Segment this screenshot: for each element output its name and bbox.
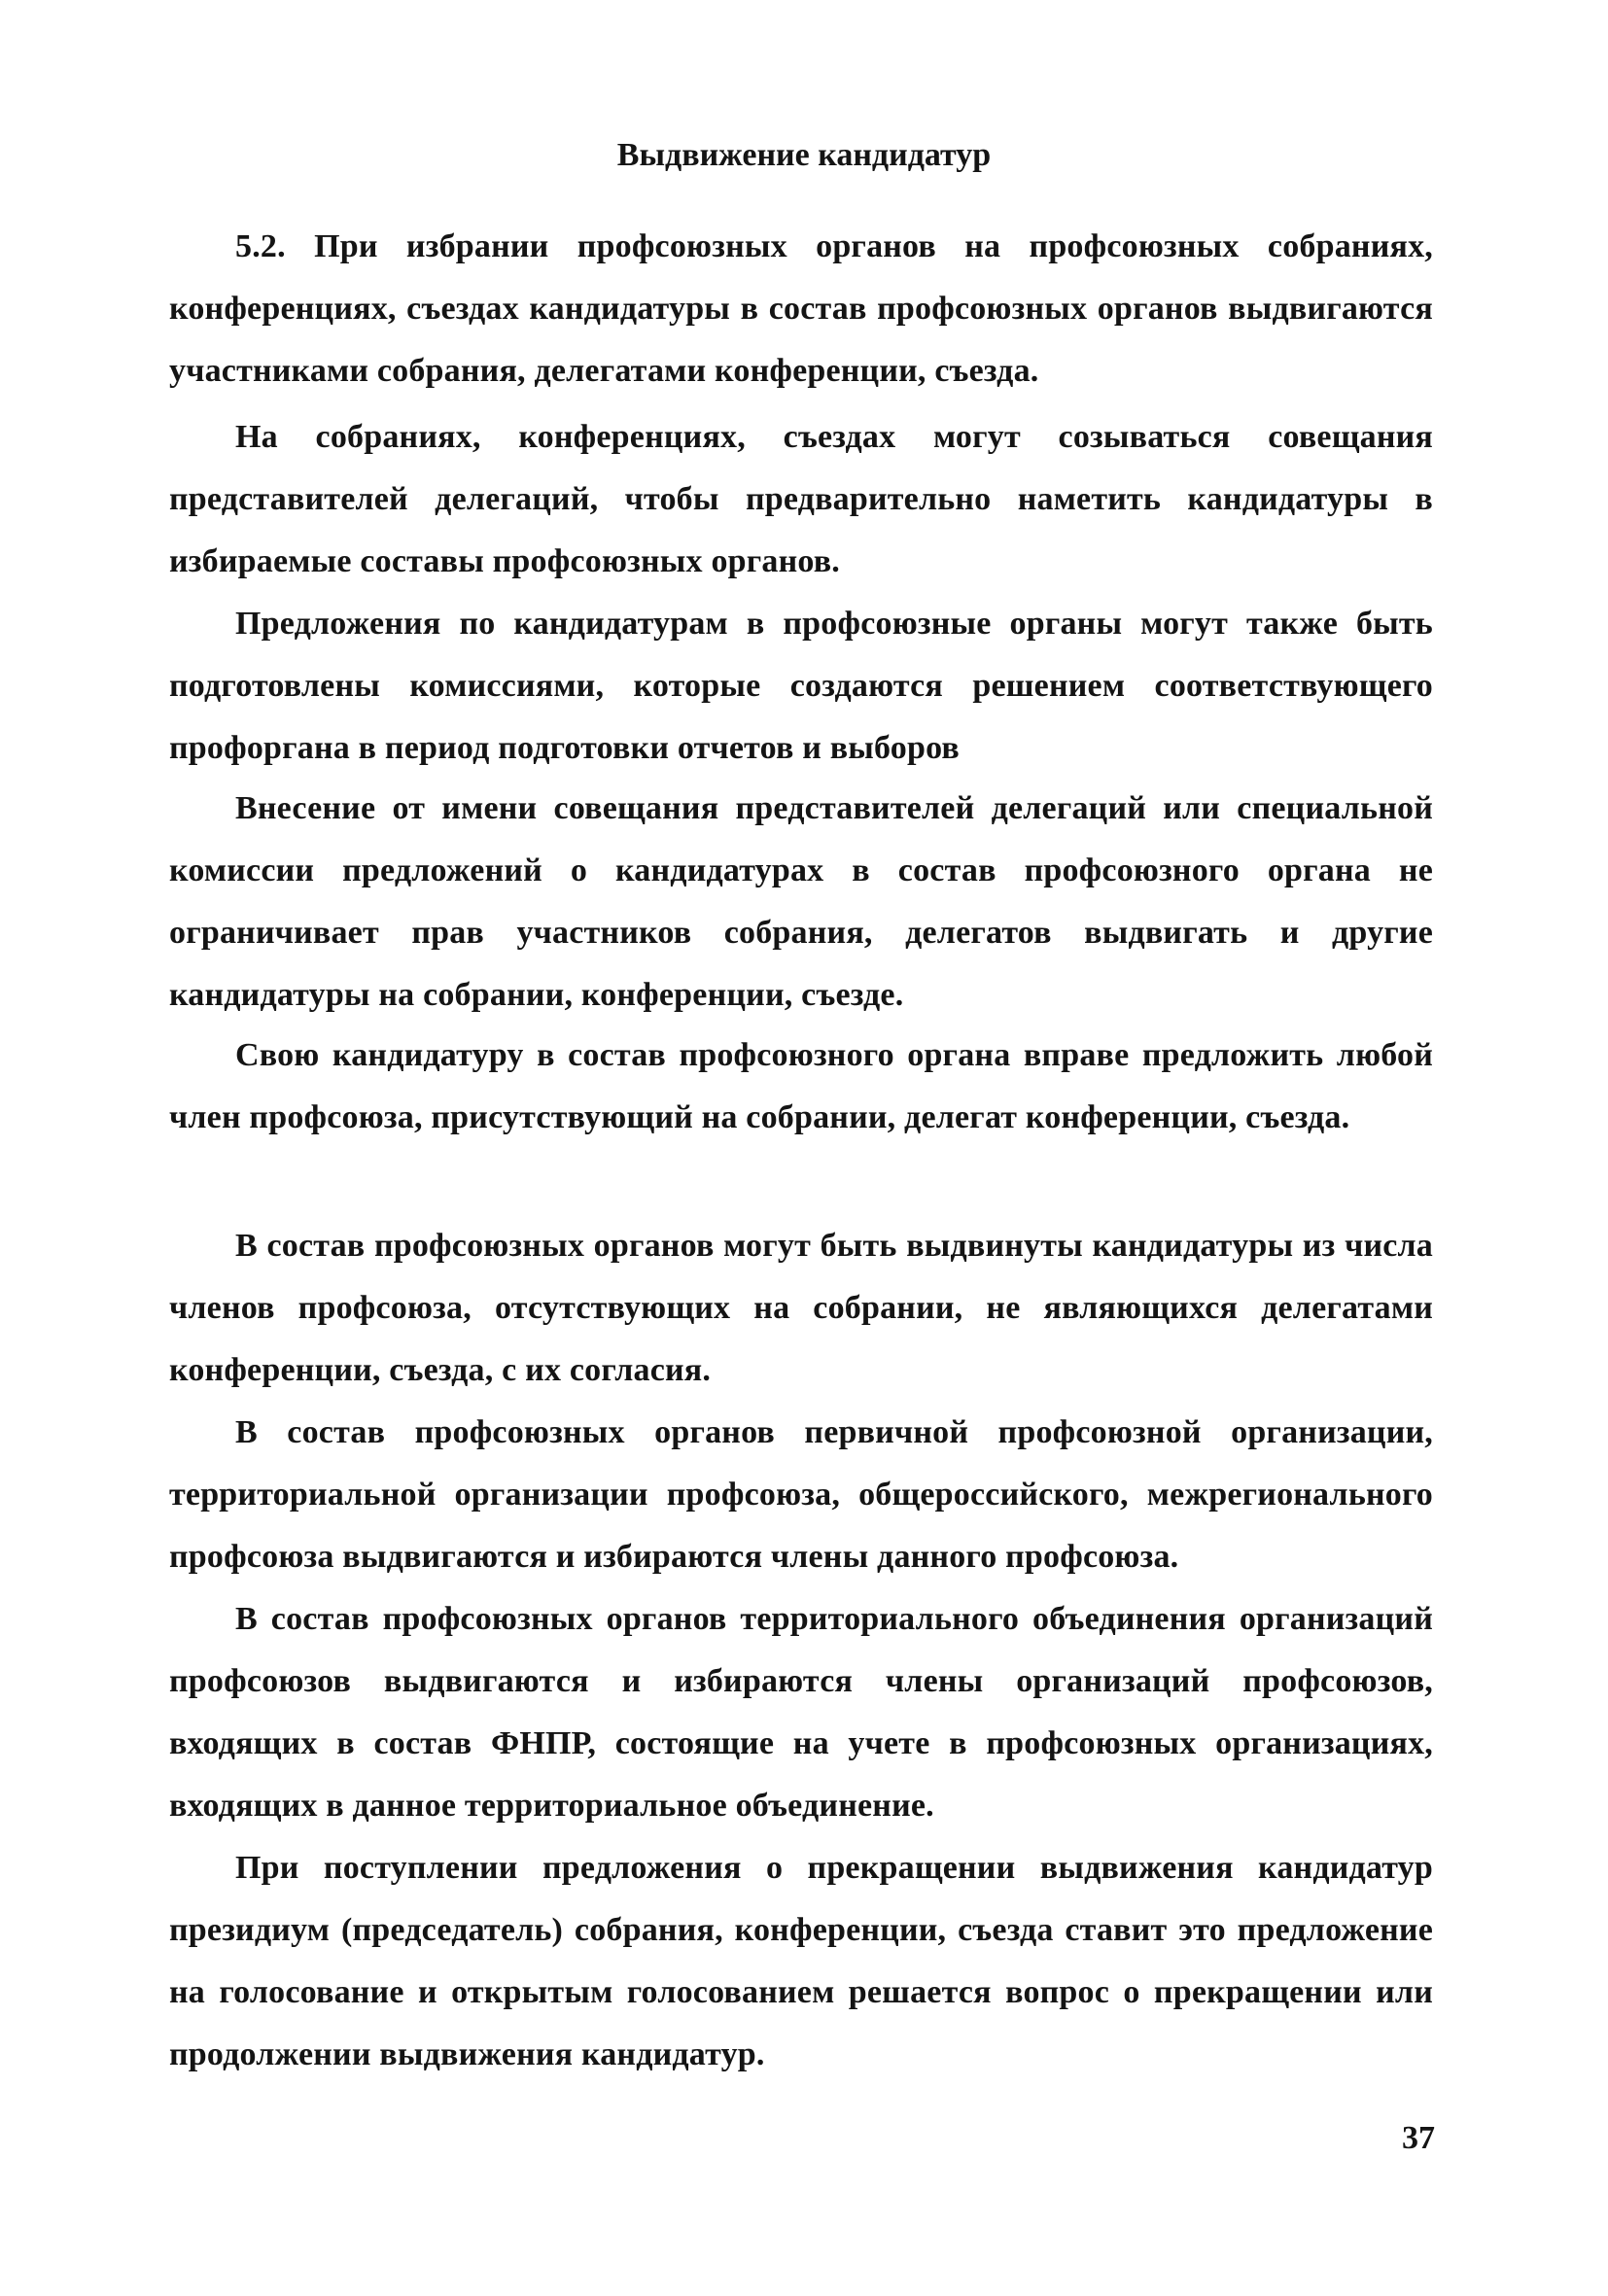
paragraph-2: [169, 406, 1433, 593]
paragraph-text: В состав профсоюзных органов могут быть выдвинуты кандидатуры из числа членов профсоюза, отсутствующих на собрании, не являющихся делегатами конференции, съезда, с их согласия.: [169, 1228, 1433, 1388]
paragraph-3: [169, 593, 1433, 780]
paragraph-6: [169, 1215, 1433, 1402]
page-number: 37: [1402, 2120, 1435, 2156]
section-heading: Выдвижение кандидатур: [616, 137, 992, 173]
paragraph-5: [169, 1025, 1433, 1149]
paragraph-7: [169, 1402, 1433, 1588]
paragraph-text: Внесение от имени совещания представителей делегаций или специальной комиссии предложений о кандидатурах в состав профсоюзного органа не ограничивает прав участников собрания, делегатов выдвигать и другие кандидатуры на собрании, конференции, съезде.: [169, 790, 1433, 1013]
paragraph-text: В состав профсоюзных органов территориального объединения организаций профсоюзов выдвигаются и избираются члены организаций профсоюзов, входящих в состав ФНПР, состоящие на учете в профсоюзных организациях, входящих в данное территориальное объединение.: [169, 1601, 1433, 1824]
paragraph-text: Свою кандидатуру в состав профсоюзного органа вправе предложить любой член профсоюза, присутствующий на собрании, делегат конференции, съезда.: [169, 1037, 1433, 1135]
paragraph-text: 5.2. При избрании профсоюзных органов на профсоюзных собраниях, конференциях, съездах кандидатуры в состав профсоюзных органов выдвигаются участниками собрания, делегатами конференции, съезда.: [169, 228, 1433, 389]
paragraph-8: [169, 1588, 1433, 1837]
paragraph-1: [169, 216, 1433, 402]
paragraph-4: [169, 778, 1433, 1026]
paragraph-text: На собраниях, конференциях, съездах могут созываться совещания представителей делегаций, чтобы предварительно наметить кандидатуры в избираемые составы профсоюзных органов.: [169, 419, 1433, 579]
paragraph-9: [169, 1837, 1433, 2086]
paragraph-text: В состав профсоюзных органов первичной профсоюзной организации, территориальной организации профсоюза, общероссийского, межрегионального профсоюза выдвигаются и избираются члены данного профсоюза.: [169, 1414, 1433, 1575]
paragraph-text: Предложения по кандидатурам в профсоюзные органы могут также быть подготовлены комиссиями, которые создаются решением соответствующего профоргана в период подготовки отчетов и выборов: [169, 606, 1433, 766]
paragraph-text: При поступлении предложения о прекращении выдвижения кандидатур президиум (председатель) собрания, конференции, съезда ставит это предложение на голосование и открытым голосованием решается вопрос о прекращении или продолжении выдвижения кандидатур.: [169, 1850, 1433, 2072]
